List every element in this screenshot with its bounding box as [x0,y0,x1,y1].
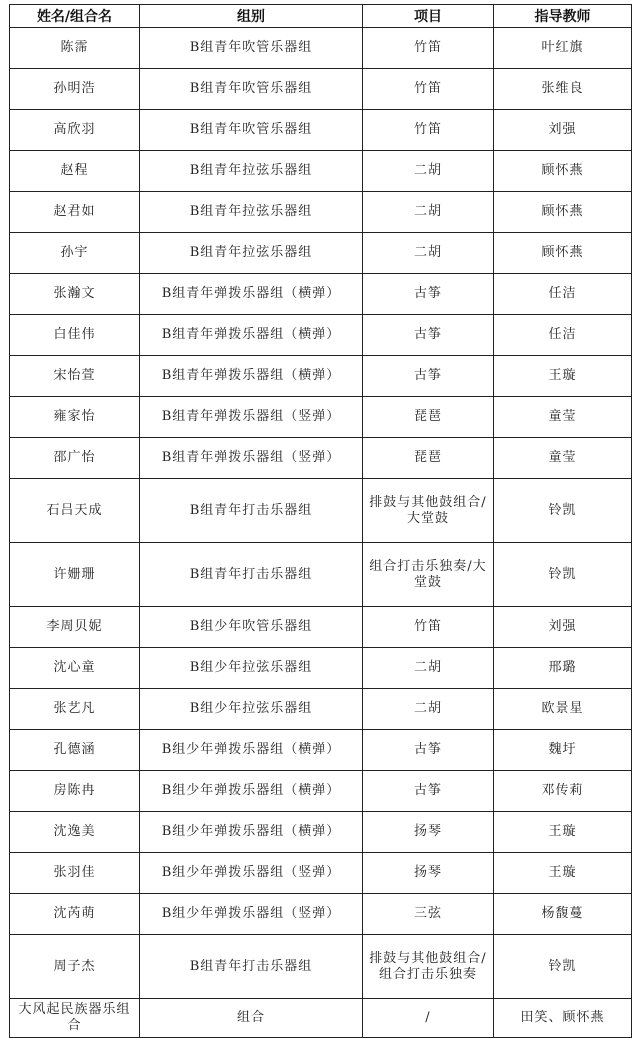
table-row [10,69,632,110]
cell-name: 大风起民族器乐组合 [10,999,140,1038]
cell-item: 排鼓与其他鼓组合/大堂鼓 [363,479,494,543]
cell-teacher: 王璇 [494,356,632,397]
cell-name: 孔德涵 [10,730,140,771]
cell-group: B组青年吹管乐器组 [140,69,363,110]
table-row [10,771,632,812]
table-header [10,5,632,28]
roster-table [9,4,632,1038]
cell-group: B组青年弹拨乐器组（横弹） [140,356,363,397]
cell-group: B组青年吹管乐器组 [140,110,363,151]
cell-group: B组青年弹拨乐器组（横弹） [140,315,363,356]
cell-group: B组青年打击乐器组 [140,543,363,607]
roster-table-container [9,4,631,1038]
cell-item: 古筝 [363,356,494,397]
cell-item: 古筝 [363,315,494,356]
cell-name: 张瀚文 [10,274,140,315]
table-row [10,28,632,69]
cell-teacher: 刘强 [494,110,632,151]
cell-item: / [363,999,494,1038]
table-row [10,894,632,935]
cell-item: 竹笛 [363,69,494,110]
cell-item: 排鼓与其他鼓组合/组合打击乐独奏 [363,935,494,999]
cell-teacher: 欧景星 [494,689,632,730]
cell-group: B组少年弹拨乐器组（横弹） [140,771,363,812]
cell-item: 古筝 [363,730,494,771]
table-row [10,315,632,356]
table-row [10,607,632,648]
table-row [10,233,632,274]
cell-teacher: 童莹 [494,438,632,479]
cell-group: B组少年弹拨乐器组（竖弹） [140,853,363,894]
cell-name: 沈逸美 [10,812,140,853]
cell-item: 竹笛 [363,110,494,151]
cell-name: 沈心童 [10,648,140,689]
cell-item: 竹笛 [363,28,494,69]
table-row [10,853,632,894]
cell-teacher: 魏圩 [494,730,632,771]
cell-teacher: 杨馥蔓 [494,894,632,935]
cell-name: 孙明浩 [10,69,140,110]
table-row [10,438,632,479]
cell-group: B组青年打击乐器组 [140,935,363,999]
cell-group: B组青年打击乐器组 [140,479,363,543]
cell-teacher: 顾怀燕 [494,192,632,233]
header-teacher: 指导教师 [494,5,632,28]
header-item: 项目 [363,5,494,28]
cell-item: 二胡 [363,192,494,233]
cell-item: 琵琶 [363,397,494,438]
cell-name: 张羽佳 [10,853,140,894]
cell-teacher: 铃凯 [494,935,632,999]
table-row [10,648,632,689]
cell-teacher: 张维良 [494,69,632,110]
cell-item: 二胡 [363,233,494,274]
cell-group: B组少年弹拨乐器组（横弹） [140,812,363,853]
cell-item: 组合打击乐独奏/大堂鼓 [363,543,494,607]
table-row [10,812,632,853]
cell-teacher: 童莹 [494,397,632,438]
cell-name: 许姗珊 [10,543,140,607]
cell-name: 高欣羽 [10,110,140,151]
cell-name: 石吕天成 [10,479,140,543]
cell-name: 周子杰 [10,935,140,999]
cell-item: 古筝 [363,274,494,315]
cell-group: B组青年拉弦乐器组 [140,192,363,233]
header-group: 组别 [140,5,363,28]
table-row [10,689,632,730]
cell-teacher: 田笑、顾怀燕 [494,999,632,1038]
cell-group: B组少年弹拨乐器组（横弹） [140,730,363,771]
table-row [10,274,632,315]
table-row [10,935,632,999]
cell-name: 白佳伟 [10,315,140,356]
cell-name: 房陈冉 [10,771,140,812]
cell-name: 赵君如 [10,192,140,233]
cell-item: 扬琴 [363,812,494,853]
cell-teacher: 邓传莉 [494,771,632,812]
header-name: 姓名/组合名 [10,5,140,28]
cell-item: 二胡 [363,689,494,730]
header-row [10,5,632,28]
table-row [10,356,632,397]
table-row [10,543,632,607]
cell-teacher: 顾怀燕 [494,151,632,192]
cell-group: B组少年吹管乐器组 [140,607,363,648]
cell-group: B组青年吹管乐器组 [140,28,363,69]
cell-item: 竹笛 [363,607,494,648]
table-row [10,397,632,438]
table-row [10,730,632,771]
cell-teacher: 王璇 [494,853,632,894]
cell-group: B组少年拉弦乐器组 [140,689,363,730]
cell-group: B组少年弹拨乐器组（竖弹） [140,894,363,935]
cell-group: B组青年弹拨乐器组（竖弹） [140,438,363,479]
cell-name: 雍家怡 [10,397,140,438]
cell-teacher: 任洁 [494,315,632,356]
cell-name: 陈霈 [10,28,140,69]
cell-item: 二胡 [363,151,494,192]
cell-name: 邵广怡 [10,438,140,479]
table-row [10,192,632,233]
cell-item: 三弦 [363,894,494,935]
cell-name: 沈芮萌 [10,894,140,935]
cell-item: 扬琴 [363,853,494,894]
cell-group: B组青年弹拨乐器组（横弹） [140,274,363,315]
cell-item: 琵琶 [363,438,494,479]
cell-teacher: 王璇 [494,812,632,853]
cell-teacher: 铃凯 [494,479,632,543]
cell-item: 古筝 [363,771,494,812]
cell-group: 组合 [140,999,363,1038]
cell-teacher: 顾怀燕 [494,233,632,274]
table-row [10,479,632,543]
table-row [10,110,632,151]
cell-group: B组青年拉弦乐器组 [140,233,363,274]
cell-teacher: 任洁 [494,274,632,315]
table-row [10,999,632,1038]
cell-name: 张艺凡 [10,689,140,730]
cell-teacher: 刘强 [494,607,632,648]
cell-teacher: 邢璐 [494,648,632,689]
cell-group: B组少年拉弦乐器组 [140,648,363,689]
table-body [10,28,632,1038]
cell-item: 二胡 [363,648,494,689]
cell-name: 宋怡萱 [10,356,140,397]
cell-teacher: 叶红旗 [494,28,632,69]
cell-name: 李周贝妮 [10,607,140,648]
cell-group: B组青年弹拨乐器组（竖弹） [140,397,363,438]
cell-name: 孙宇 [10,233,140,274]
cell-name: 赵程 [10,151,140,192]
cell-teacher: 铃凯 [494,543,632,607]
table-row [10,151,632,192]
cell-group: B组青年拉弦乐器组 [140,151,363,192]
